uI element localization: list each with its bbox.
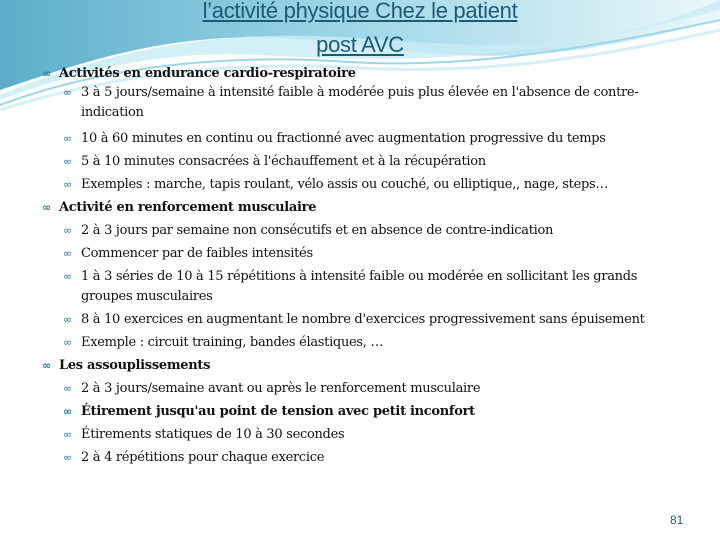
list-item	[63, 425, 691, 445]
section-heading-text: Activités en endurance cardio-respiratoire	[59, 66, 356, 81]
list-item-text: Étirement jusqu'au point de tension avec petit inconfort	[81, 404, 475, 419]
section-heading	[42, 356, 211, 376]
section-heading	[42, 64, 356, 84]
list-item	[63, 175, 691, 195]
bullet-icon: ∞	[42, 67, 51, 80]
list-item-text: Commencer par de faibles intensités	[81, 246, 313, 261]
list-item-text: 2 à 3 jours/semaine avant ou après le renforcement musculaire	[81, 381, 481, 396]
list-item-text: 10 à 60 minutes en continu ou fractionné avec augmentation progressive du temps	[81, 131, 606, 146]
list-item	[63, 402, 691, 422]
bullet-icon: ∞	[63, 336, 72, 349]
bullet-icon: ∞	[42, 359, 51, 372]
list-item-text: Exemples : marche, tapis roulant, vélo assis ou couché, ou elliptique,, nage, steps…	[81, 177, 609, 192]
list-item	[63, 267, 691, 307]
bullet-icon: ∞	[63, 224, 72, 237]
list-item-text: 2 à 4 répétitions pour chaque exercice	[81, 450, 325, 465]
list-item-text: Exemple : circuit training, bandes élastiques, …	[81, 335, 384, 350]
list-item-text: 1 à 3 séries de 10 à 15 répétitions à intensité faible ou modérée en sollicitant les grands groupes musculaires	[81, 269, 638, 304]
list-item-text: 5 à 10 minutes consacrées à l'échauffement et à la récupération	[81, 154, 486, 169]
list-item-text: 2 à 3 jours par semaine non consécutifs et en absence de contre-indication	[81, 223, 554, 238]
list-item	[63, 152, 691, 172]
list-item-text: Étirements statiques de 10 à 30 secondes	[81, 427, 345, 442]
list-item	[63, 221, 691, 241]
list-item	[63, 129, 691, 149]
section-heading-text: Activité en renforcement musculaire	[59, 200, 317, 215]
list-item-text: 3 à 5 jours/semaine à intensité faible à modérée puis plus élevée en l'absence de contre-indication	[81, 85, 639, 120]
slide-title-line2: post AVC	[316, 32, 404, 57]
bullet-icon: ∞	[63, 382, 72, 395]
bullet-icon: ∞	[63, 270, 72, 283]
list-item	[63, 244, 691, 264]
bullet-icon: ∞	[63, 428, 72, 441]
list-item	[63, 333, 691, 353]
slide-title-line1: l’activité physique Chez le patient	[202, 0, 518, 23]
bullet-icon: ∞	[63, 313, 72, 326]
list-item-text: 8 à 10 exercices en augmentant le nombre d'exercices progressivement sans épuisement	[81, 312, 645, 327]
section-heading-text: Les assouplissements	[59, 358, 211, 373]
bullet-icon: ∞	[63, 247, 72, 260]
bullet-icon: ∞	[63, 178, 72, 191]
list-item	[63, 379, 691, 399]
bullet-icon: ∞	[63, 405, 72, 418]
bullet-icon: ∞	[63, 451, 72, 464]
section-heading	[42, 198, 317, 218]
bullet-icon: ∞	[63, 86, 72, 99]
list-item	[63, 448, 691, 468]
bullet-icon: ∞	[42, 201, 51, 214]
bullet-icon: ∞	[63, 155, 72, 168]
bullet-icon: ∞	[63, 132, 72, 145]
page-number: 81	[670, 513, 684, 527]
list-item	[63, 310, 691, 330]
list-item	[63, 83, 691, 123]
